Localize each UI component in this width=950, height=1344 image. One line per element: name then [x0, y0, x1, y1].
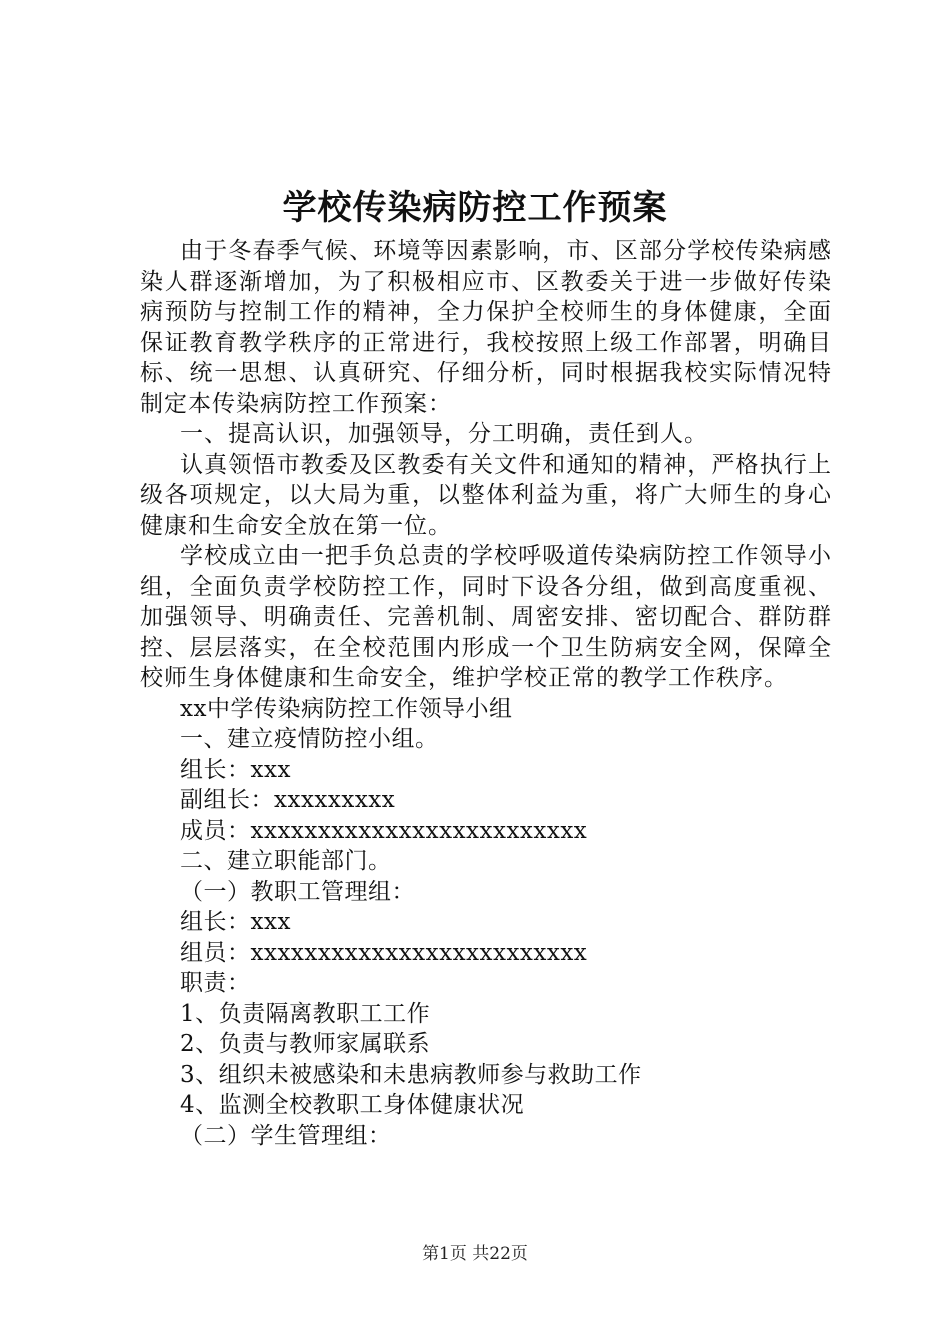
list-item-duty-1: 1、负责隔离教职工工作	[180, 1000, 431, 1027]
paragraph-group-title: xx中学传染病防控工作领导小组	[180, 695, 513, 722]
paragraph-members: 成员：xxxxxxxxxxxxxxxxxxxxxxxxx	[180, 817, 588, 844]
paragraph-staff-group-heading: （一）教职工管理组：	[180, 878, 415, 905]
document-body	[140, 236, 832, 1151]
paragraph-student-group-heading: （二）学生管理组：	[180, 1122, 392, 1149]
document-title: 学校传染病防控工作预案	[282, 188, 668, 228]
list-item-duty-4: 4、监测全校教职工身体健康状况	[180, 1092, 525, 1118]
paragraph-staff-leader: 组长：xxx	[180, 909, 291, 935]
paragraph-intro: 由于冬春季气候、环境等因素影响，市、区部分学校传染病感染人群逐渐增加，为了积极相应市、区教委关于进一步做好传染病预防与控制工作的精神，全力保护全校师生的身体健康，全面保证教育教学秩序的正常进行，我校按照上级工作部署，明确目标、统一思想、认真研究、仔细分析，同时根据我校实际情况特制定本传染病防控工作预案：	[140, 238, 832, 417]
page-number: 第1页 共22页	[422, 1244, 528, 1264]
paragraph-departments-heading: 二、建立职能部门。	[180, 848, 392, 874]
paragraph-staff-members: 组员：xxxxxxxxxxxxxxxxxxxxxxxxx	[180, 939, 588, 966]
list-item-duty-2: 2、负责与教师家属联系	[180, 1031, 431, 1057]
paragraph-section-1-heading: 一、提高认识，加强领导，分工明确，责任到人。	[180, 421, 708, 447]
paragraph-leader: 组长：xxx	[180, 756, 291, 783]
paragraph-section-1-body: 认真领悟市教委及区教委有关文件和通知的精神，严格执行上级各项规定，以大局为重，以整体利益为重，将广大师生的身心健康和生命安全放在第一位。	[140, 451, 832, 539]
paragraph-section-1-detail: 学校成立由一把手负总责的学校呼吸道传染病防控工作领导小组，全面负责学校防控工作，同时下设各分组，做到高度重视、加强领导、明确责任、完善机制、周密安排、密切配合、群防群控、层层落实，在全校范围内形成一个卫生防病安全网，保障全校师生身体健康和生命安全，维护学校正常的教学工作秩序。	[140, 543, 832, 691]
paragraph-duties-heading: 职责：	[180, 970, 251, 996]
paragraph-control-group-heading: 一、建立疫情防控小组。	[180, 726, 439, 752]
paragraph-deputy-leader: 副组长：xxxxxxxxx	[180, 787, 396, 813]
list-item-duty-3: 3、组织未被感染和未患病教师参与救助工作	[180, 1061, 642, 1088]
